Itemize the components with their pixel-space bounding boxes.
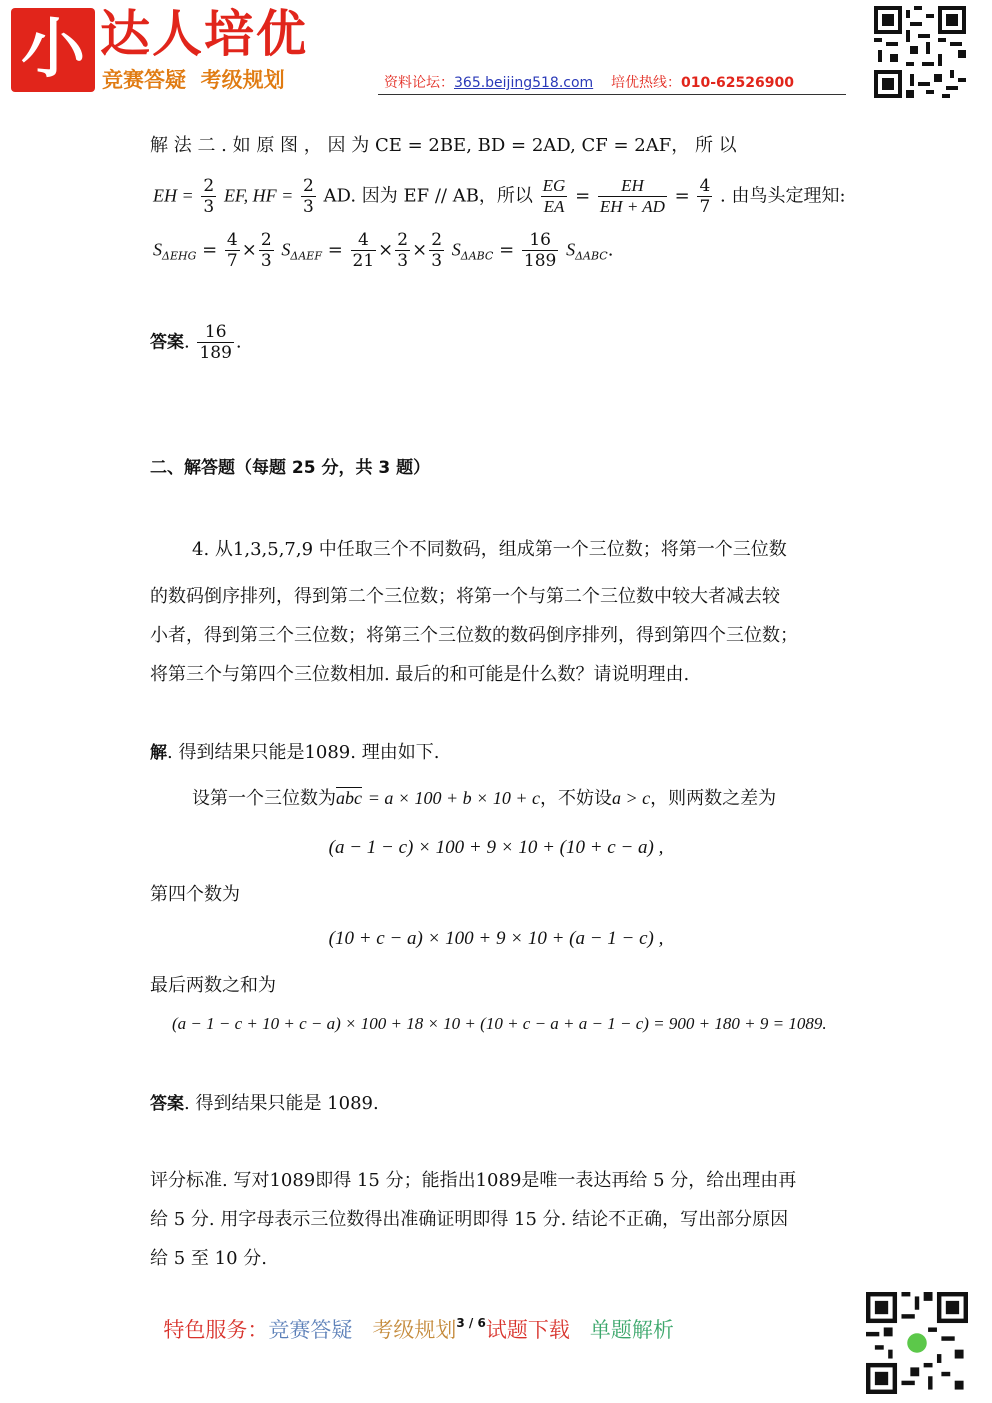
- bird-head-theorem-text: . 由鸟头定理知:: [720, 185, 846, 207]
- fourth-number-label: 第四个数为: [150, 884, 240, 905]
- section-heading: 二、解答题（每题 25 分，共 3 题）: [150, 458, 431, 478]
- fraction: $\frac{4}{21}$: [352, 230, 375, 271]
- wechat-qr-code-icon: [866, 1292, 968, 1394]
- solution2-area-equation: $S_{\Delta EHG}$ = $\frac{4}{7}$ × $\frac{2}{3}$ $S_{\Delta AEF}$ = $\frac{4}{21}$ × $\frac{2}{3}$ × $\frac{2}{3}$ $S_{\Delta ABC}$ = $\frac{16}{189}$ $S_{\Delta ABC}$.: [153, 230, 614, 271]
- problem4-line3: 小者，得到第三个三位数；将第三个三位数的数码倒序排列，得到第四个三位数；: [150, 625, 798, 646]
- fourth-number-expression: (10 + c − a) × 100 + 9 × 10 + (a − 1 − c) ,: [328, 928, 664, 949]
- logo-subtitle: 竞赛答疑 考级规划: [102, 68, 285, 92]
- solution2-line2: EH = $\frac{2}{3}$ EF, HF = $\frac{2}{3}$ AD. 因为 EF // AB，所以 $\frac{EG}{EA}$ = $\frac{EH}{EH + AD}$ = $\frac{4}{7}$ . 由鸟头定理知:: [153, 176, 846, 217]
- header-info: [384, 74, 794, 92]
- problem4-line4: 将第三个与第四个三位数相加. 最后的和可能是什么数？请说明理由.: [150, 664, 690, 685]
- forum-label: 资料论坛：: [384, 75, 454, 91]
- fraction: $\frac{2}{3}$: [260, 230, 272, 271]
- page-number: 3 / 6: [456, 1316, 486, 1330]
- grading-line2: 给 5 分. 用字母表示三位数得出准确证明即得 15 分. 结论不正确，写出部分原因: [150, 1209, 789, 1230]
- fraction: $\frac{EH}{EH + AD}$: [599, 176, 665, 216]
- fraction: $\frac{16}{189}$: [199, 322, 232, 363]
- eq-eh: EH =: [153, 185, 194, 206]
- footer-link-analysis[interactable]: 单题解析: [589, 1318, 674, 1342]
- hotline-number: 010-62526900: [681, 75, 794, 91]
- answer-label: 答案: [150, 1094, 184, 1114]
- fraction: $\frac{16}{189}$: [523, 230, 557, 271]
- forum-link[interactable]: 365.beijing518.com: [454, 75, 594, 91]
- solution-label: 解: [150, 743, 167, 763]
- fraction: $\frac{2}{3}$: [203, 176, 215, 217]
- hotline-label: 培优热线：: [611, 75, 681, 91]
- footer-link-contest-qa[interactable]: 竞赛答疑: [268, 1318, 353, 1342]
- qr-code-icon: [874, 6, 966, 98]
- fraction: $\frac{EG}{EA}$: [542, 176, 566, 216]
- footer-link-exam-planning[interactable]: 考级规划: [372, 1318, 457, 1342]
- footer-services: [150, 1290, 674, 1344]
- solution4-intro: 解. 得到结果只能是1089. 理由如下.: [150, 742, 440, 763]
- header-divider: [378, 94, 846, 95]
- fraction: $\frac{4}{7}$: [226, 230, 238, 271]
- answer2: 答案. 得到结果只能是 1089.: [150, 1093, 379, 1114]
- eq-parallel: AD. 因为 EF // AB，所以: [323, 185, 533, 207]
- logo-badge: 小: [11, 8, 95, 92]
- fraction: $\frac{2}{3}$: [302, 176, 314, 217]
- answer1: 答案. $\frac{16}{189}$ .: [150, 322, 242, 363]
- problem4-line1: 4. 从1,3,5,7,9 中任取三个不同数码，组成第一个三位数；将第一个三位数: [192, 539, 787, 560]
- grading-line1: 评分标准. 写对1089即得 15 分；能指出1089是唯一表达再给 5 分，给出理由再: [150, 1170, 797, 1191]
- grading-line3: 给 5 至 10 分.: [150, 1248, 267, 1269]
- fraction: $\frac{4}{7}$: [699, 176, 711, 217]
- solution2-line1: 解 法 二 . 如 原 图 ， 因 为 CE = 2BE, BD = 2AD, CF = 2AF， 所 以: [150, 135, 737, 156]
- fraction: $\frac{2}{3}$: [431, 230, 443, 271]
- solution4-let: 设第一个三位数为$\overline{abc} = a \times 100 + b \times 10 + c$，不妨设a > c，则两数之差为: [192, 788, 777, 809]
- answer-label: 答案: [150, 332, 184, 353]
- footer-label: 特色服务：: [163, 1318, 269, 1342]
- footer-link-download[interactable]: 试题下载: [485, 1318, 570, 1342]
- sum-expression: (a − 1 − c + 10 + c − a) × 100 + 18 × 10 + (10 + c − a + a − 1 − c) = 900 + 180 + 9 = 1089.: [172, 1014, 827, 1033]
- difference-expression: (a − 1 − c) × 100 + 9 × 10 + (10 + c − a) ,: [328, 837, 664, 858]
- fraction: $\frac{2}{3}$: [397, 230, 409, 271]
- problem4-line2: 的数码倒序排列，得到第二个三位数；将第一个与第二个三位数中较大者减去较: [150, 586, 780, 607]
- logo-title: 达人培优: [100, 5, 308, 63]
- eq-hf: EF, HF =: [223, 185, 294, 206]
- sum-label: 最后两数之和为: [150, 975, 276, 996]
